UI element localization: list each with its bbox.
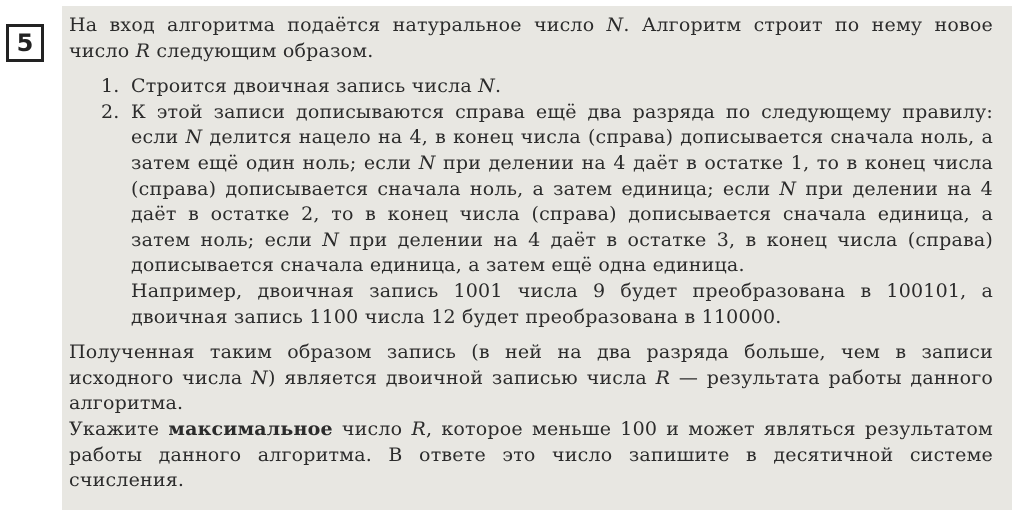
step-number: 2. (101, 100, 120, 123)
variable-n: N (251, 366, 268, 389)
question-text: , которое меньше 100 и может являться результатом работы данного алгоритма. В ответе это число запишите в десятичной системе счисления. (69, 417, 993, 492)
variable-n: N (185, 126, 203, 149)
result-text: Полученная таким образом запись (в ней на два разряда больше, чем в записи исходного числа (69, 341, 993, 389)
question-text: Укажите (69, 417, 169, 440)
closing-block (69, 340, 993, 494)
variable-n: N (606, 14, 624, 36)
result-text: ) является двоичной записью числа (268, 366, 656, 389)
step-2 (69, 100, 993, 330)
step-text: при делении на 4 даёт в остатке 1, то в конец числа (справа) дописывается сначала ноль, а затем единица; если (131, 151, 993, 200)
intro-paragraph (69, 13, 993, 64)
question-text: число (332, 417, 412, 440)
algorithm-steps (69, 74, 993, 330)
task-text (69, 13, 993, 494)
variable-r: R (135, 39, 151, 62)
question-paragraph (69, 417, 993, 494)
question-emphasis: максимальное (168, 417, 333, 440)
variable-n: N (418, 151, 436, 174)
step-text: Строится двоичная запись числа (131, 75, 479, 98)
variable-r: R (411, 417, 426, 440)
step-text: при делении на 4 даёт в остатке 2, то в конец числа (справа) дописывается сначала единица, а затем ноль; если (131, 177, 993, 251)
variable-r: R (655, 366, 671, 389)
step-text: при делении на 4 даёт в остатке 3, в конец числа (справа) дописывается сначала единица, а затем ещё одна единица. (131, 228, 994, 277)
result-text: — результата работы данного алгоритма. (69, 366, 994, 415)
variable-n: N (779, 177, 797, 200)
task-panel (62, 6, 1012, 510)
intro-text-3: следующим образом. (150, 39, 374, 62)
step-text: . (494, 75, 502, 98)
example-paragraph: Например, двоичная запись 1001 числа 9 будет преобразована в 100101, а двоичная запись 1100 числа 12 будет преобразована в 110000. (131, 279, 993, 328)
result-paragraph (69, 340, 993, 417)
step-number: 1. (101, 75, 120, 98)
variable-n: N (322, 228, 340, 251)
step-text: делится нацело на 4, в конец числа (справа) дописывается сначала ноль, а затем ещё один ноль; если (131, 126, 993, 174)
intro-text-2: . Алгоритм строит по нему новое число (69, 14, 993, 62)
task-number-badge: 5 (6, 24, 44, 62)
step-1 (69, 74, 993, 100)
step-text: К этой записи дописываются справа ещё два разряда по следующему правилу: если (131, 100, 993, 149)
variable-n: N (478, 75, 495, 98)
intro-text-1: На вход алгоритма подаётся натуральное число (69, 14, 607, 36)
